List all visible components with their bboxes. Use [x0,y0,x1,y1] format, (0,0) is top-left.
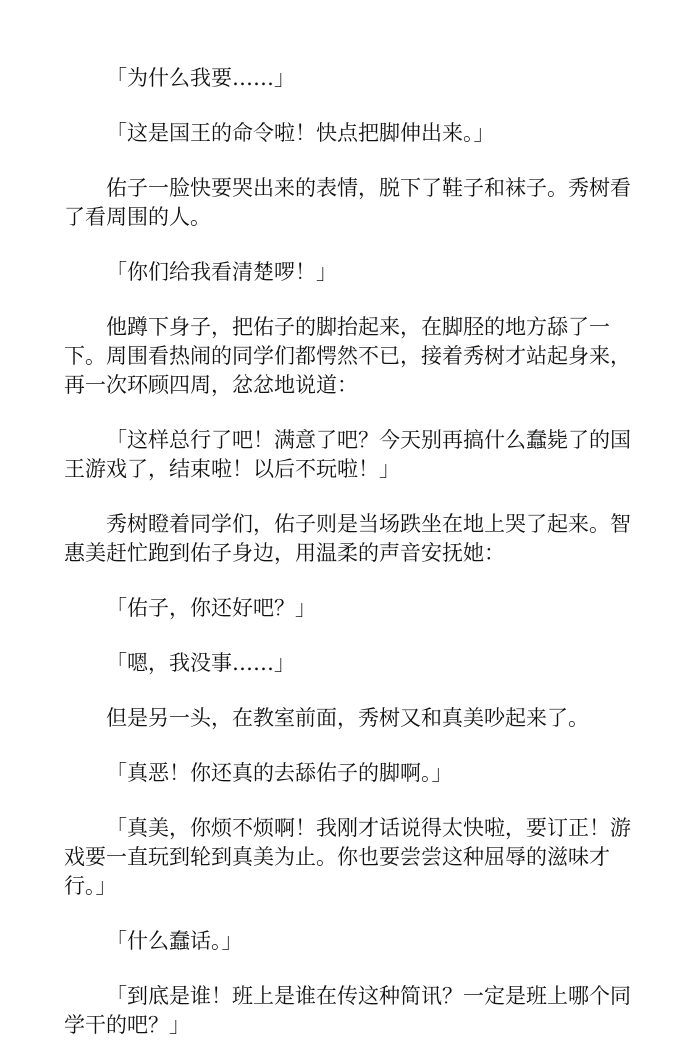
paragraph: 佑子一脸快要哭出来的表情，脱下了鞋子和袜子。秀树看了看周围的人。 [64,176,631,229]
document-page [64,64,636,1040]
paragraph: 「到底是谁！班上是谁在传这种简讯？一定是班上哪个同学干的吧？」 [64,984,631,1037]
paragraph: 「你们给我看清楚啰！」 [106,260,337,284]
paragraph: 秀树瞪着同学们，佑子则是当场跌坐在地上哭了起来。智惠美赶忙跑到佑子身边，用温柔的声音安抚她： [64,512,631,565]
paragraph: 他蹲下身子，把佑子的脚抬起来，在脚胫的地方舔了一下。周围看热闹的同学们都愕然不已，接着秀树才站起身来，再一次环顾四周，忿忿地说道： [64,315,631,397]
paragraph: 「真美，你烦不烦啊！我刚才话说得太快啦，要订正！游戏要一直玩到轮到真美为止。你也要尝尝这种屈辱的滋味才行。」 [64,816,631,898]
paragraph: 「什么蠢话。」 [106,929,243,953]
paragraph: 「这样总行了吧！满意了吧？今天别再搞什么蠢毙了的国王游戏了，结束啦！以后不玩啦！」 [64,428,631,481]
paragraph: 「佑子，你还好吧？」 [106,596,316,620]
paragraph: 「为什么我要……」 [106,66,295,90]
paragraph: 「真恶！你还真的去舔佑子的脚啊。」 [106,761,453,785]
paragraph: 「嗯，我没事……」 [106,651,295,675]
paragraph: 「这是国王的命令啦！快点把脚伸出来。」 [106,121,495,145]
paragraph: 但是另一头，在教室前面，秀树又和真美吵起来了。 [106,706,589,730]
